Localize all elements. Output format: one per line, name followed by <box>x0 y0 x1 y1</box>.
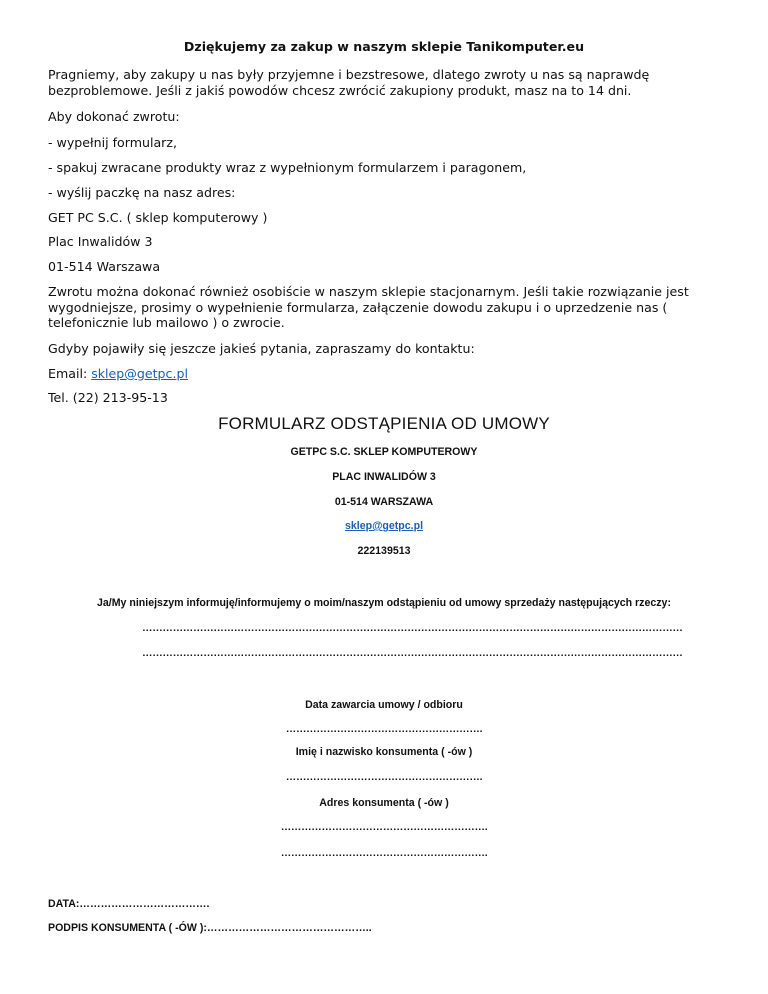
thank-you-heading: Dziękujemy za zakup w naszym sklepie Tanikomputer.eu <box>183 39 585 54</box>
consumer-address-label: Adres konsumenta ( -ów ) <box>319 797 449 809</box>
contact-invitation: Gdyby pojawiły się jeszcze jakieś pytania, zapraszamy do kontaktu: <box>48 341 475 356</box>
consumer-address-fill-line[interactable]: ……………………………………………………. <box>280 821 488 833</box>
in-store-return-line: telefonicznie lub mailowo ) o zwrocie. <box>48 315 285 330</box>
form-company-city: 01-514 WARSZAWA <box>334 496 434 508</box>
items-fill-line[interactable]: …………………………………………………………………………………………………………………………………………… <box>142 647 683 659</box>
contact-email-line <box>48 366 188 382</box>
shop-address-line: 01-514 Warszawa <box>48 259 161 274</box>
shop-address-line: GET PC S.C. ( sklep komputerowy ) <box>48 210 268 225</box>
return-step: - spakuj zwracane produkty wraz z wypełnionym formularzem i paragonem, <box>48 160 527 175</box>
form-title: FORMULARZ ODSTĄPIENIA OD UMOWY <box>218 414 550 433</box>
intro-paragraph-line: bezproblemowe. Jeśli z jakiś powodów chcesz zwrócić zakupiony produkt, masz na to 14 dni. <box>48 83 632 98</box>
email-label: Email: <box>48 366 92 381</box>
date-field[interactable]: DATA:………………………………. <box>48 898 210 910</box>
return-step: - wypełnij formularz, <box>48 135 177 150</box>
in-store-return-line: Zwrotu można dokonać również osobiście w naszym sklepie stacjonarnym. Jeśli takie rozwiązanie jest <box>48 284 689 299</box>
form-company-phone: 222139513 <box>357 545 411 557</box>
contract-date-fill-line[interactable]: …………………………………………………. <box>285 723 483 735</box>
shop-address-line: Plac Inwalidów 3 <box>48 234 153 249</box>
withdrawal-statement: Ja/My niniejszym informuję/informujemy o moim/naszym odstąpieniu od umowy sprzedaży następujących rzeczy: <box>97 597 671 609</box>
contact-email-link[interactable]: sklep@getpc.pl <box>91 366 188 381</box>
intro-paragraph-line: Pragniemy, aby zakupy u nas były przyjemne i bezstresowe, dlatego zwroty u nas są naprawdę <box>48 67 650 82</box>
items-fill-line[interactable]: …………………………………………………………………………………………………………………………………………… <box>142 622 683 634</box>
form-company-street: PLAC INWALIDÓW 3 <box>332 471 436 483</box>
consumer-name-label: Imię i nazwisko konsumenta ( -ów ) <box>295 746 473 758</box>
return-instructions-heading: Aby dokonać zwrotu: <box>48 109 180 124</box>
contact-phone: Tel. (22) 213-95-13 <box>48 390 168 405</box>
form-company-name: GETPC S.C. SKLEP KOMPUTEROWY <box>290 446 478 458</box>
form-email-link[interactable]: sklep@getpc.pl <box>344 520 424 532</box>
consumer-name-fill-line[interactable]: …………………………………………………. <box>285 771 483 783</box>
form-email-line <box>0 520 768 533</box>
in-store-return-line: wygodniejsze, prosimy o wypełnienie formularza, załączenie dowodu zakupu i o uprzedzenie nas ( <box>48 300 668 315</box>
signature-field[interactable]: PODPIS KONSUMENTA ( -ÓW ):……………………………………….. <box>48 922 372 934</box>
consumer-address-fill-line[interactable]: ……………………………………………………. <box>280 847 488 859</box>
return-step: - wyślij paczkę na nasz adres: <box>48 185 236 200</box>
contract-date-label: Data zawarcia umowy / odbioru <box>305 699 463 711</box>
